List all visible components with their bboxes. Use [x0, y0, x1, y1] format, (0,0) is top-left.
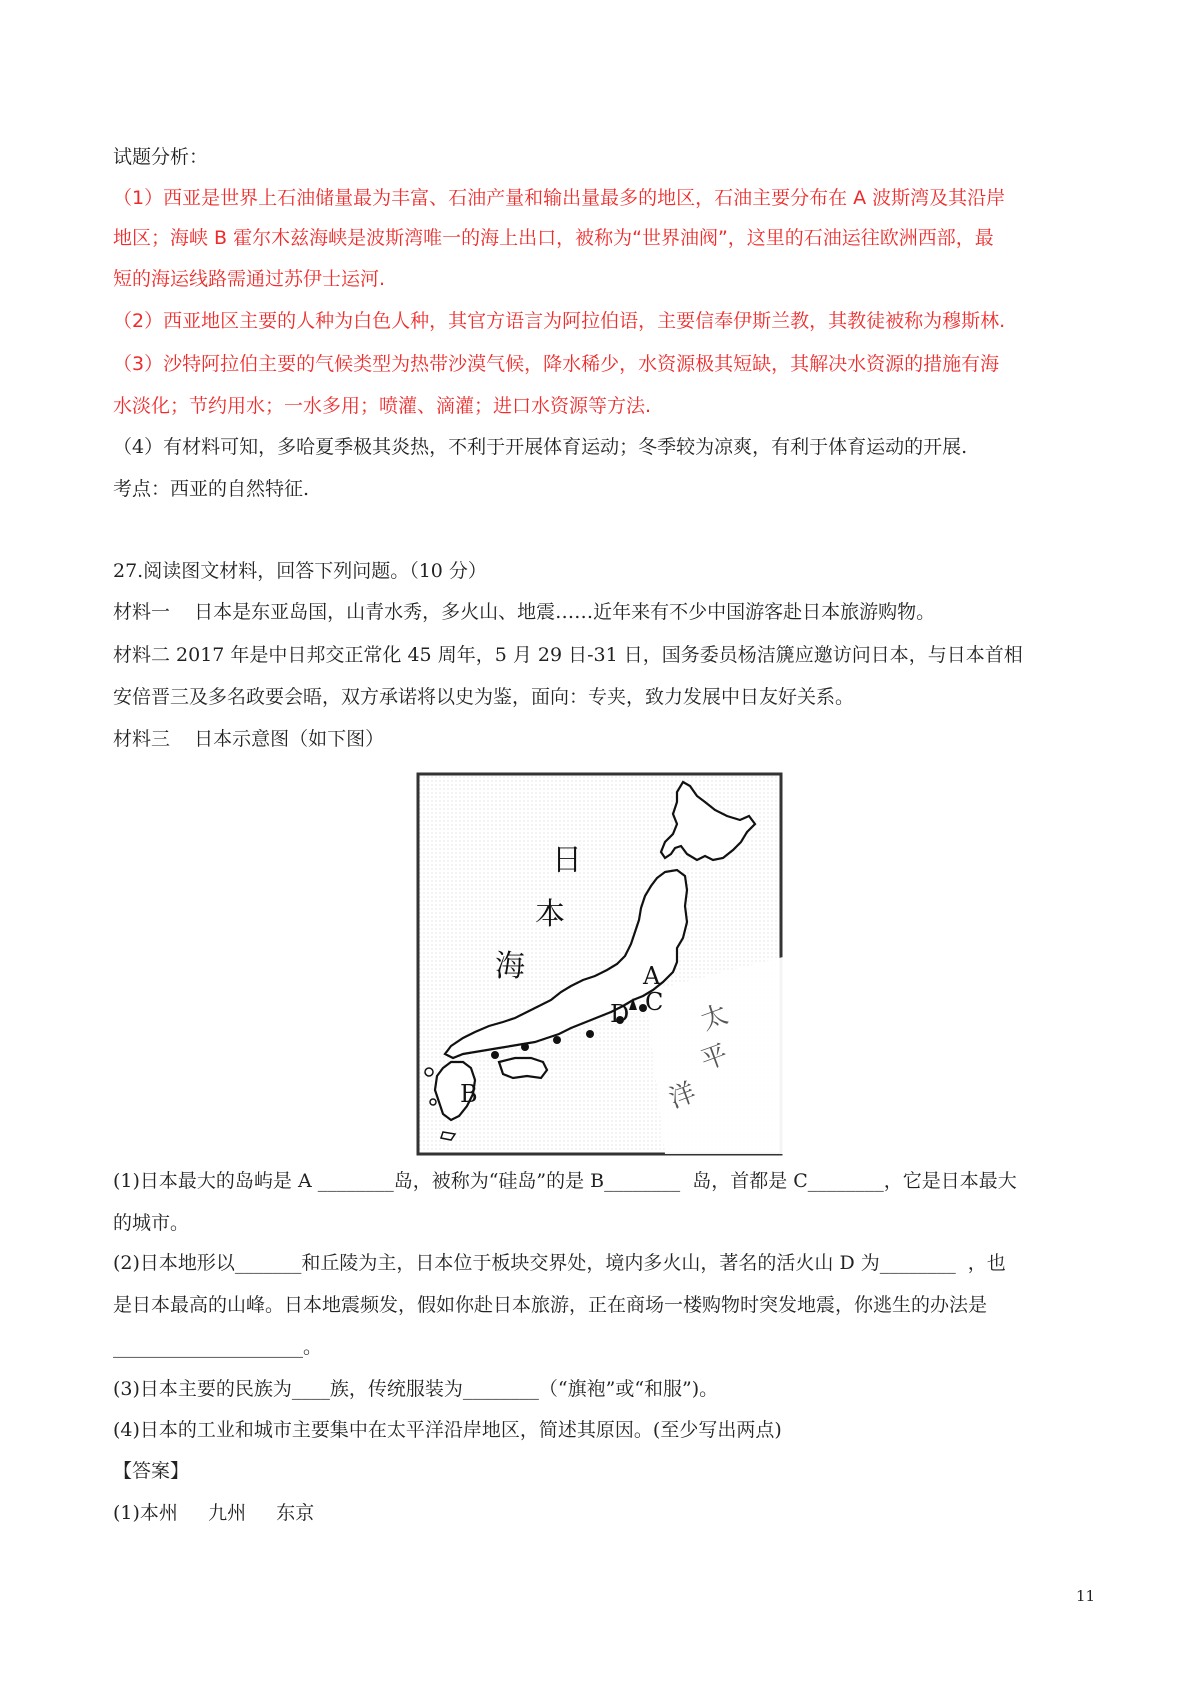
q2-line2: 是日本最高的山峰。日本地震频发，假如你赴日本旅游，正在商场一楼购物时突发地震，你逃生的办法是	[113, 1294, 988, 1316]
japan-map	[415, 772, 785, 1158]
q1-line1: (1)日本最大的岛屿是 A ________岛，被称为“硅岛”的是 B________ 岛，首都是 C________，它是日本最大	[113, 1170, 1017, 1192]
analysis-p3-line2: 水淡化；节约用水；一水多用；喷灌、滴灌；进口水资源等方法.	[113, 395, 652, 417]
answer-1: (1)本州 九州 东京	[113, 1502, 315, 1524]
material-2-line1: 材料二 2017 年是中日邦交正常化 45 周年，5 月 29 日-31 日，国务委员杨洁篪应邀访问日本，与日本首相	[113, 644, 1023, 666]
q4: (4)日本的工业和城市主要集中在太平洋沿岸地区，简述其原因。(至少写出两点)	[113, 1419, 782, 1441]
material-3: 材料三 日本示意图（如下图）	[113, 728, 385, 750]
label-c: C	[645, 988, 664, 1016]
material-2-line2: 安倍晋三及多名政要会晤，双方承诺将以史为鉴，面向：专夹，致力发展中日友好关系。	[113, 686, 855, 708]
label-b: B	[460, 1080, 478, 1108]
analysis-kaodian: 考点：西亚的自然特征.	[113, 478, 310, 500]
label-d: D	[610, 1000, 630, 1028]
q1-line2: 的城市。	[113, 1212, 190, 1234]
question-title: 27.阅读图文材料，回答下列问题。（10 分）	[113, 560, 487, 582]
analysis-heading: 试题分析：	[113, 146, 209, 168]
ocean-char-1: 太	[697, 999, 732, 1037]
page-number: 11	[1076, 1587, 1096, 1605]
shikoku	[499, 1058, 547, 1078]
q2-line1: (2)日本地形以_______和丘陵为主，日本位于板块交界处，境内多火山，著名的活火山 D 为________ ，也	[113, 1252, 1006, 1274]
analysis-p1-line1: （1）西亚是世界上石油储量最为丰富、石油产量和输出量最多的地区，石油主要分布在 A 波斯湾及其沿岸	[113, 187, 1006, 209]
sea-char-3: 海	[495, 949, 525, 984]
answer-heading: 【答案】	[113, 1460, 190, 1482]
analysis-p4: （4）有材料可知，多哈夏季极其炎热，不利于开展体育运动；冬季较为凉爽，有利于体育运动的开展.	[113, 436, 968, 458]
label-a: A	[643, 962, 661, 990]
q3: (3)日本主要的民族为____族，传统服装为________（“旗袍”或“和服”)。	[113, 1378, 719, 1400]
q2-line3: ____________________。	[113, 1336, 323, 1358]
analysis-p3-line1: （3）沙特阿拉伯主要的气候类型为热带沙漠气候，降水稀少，水资源极其短缺，其解决水资源的措施有海	[113, 353, 1000, 375]
material-1: 材料一 日本是东亚岛国，山青水秀，多火山、地震……近年来有不少中国游客赴日本旅游购物。	[113, 601, 936, 623]
ocean-char-3: 洋	[665, 1077, 700, 1115]
sea-char-1: 日	[552, 843, 582, 878]
analysis-p1-line2: 地区；海峡 B 霍尔木兹海峡是波斯湾唯一的海上出口，被称为“世界油阀”，这里的石油运往欧洲西部，最	[113, 227, 994, 249]
ocean-char-2: 平	[697, 1039, 732, 1077]
sea-char-2: 本	[535, 897, 565, 932]
analysis-p1-line3: 短的海运线路需通过苏伊士运河.	[113, 268, 386, 290]
analysis-p2: （2）西亚地区主要的人种为白色人种，其官方语言为阿拉伯语，主要信奉伊斯兰教，其教徒被称为穆斯林.	[113, 310, 1006, 332]
